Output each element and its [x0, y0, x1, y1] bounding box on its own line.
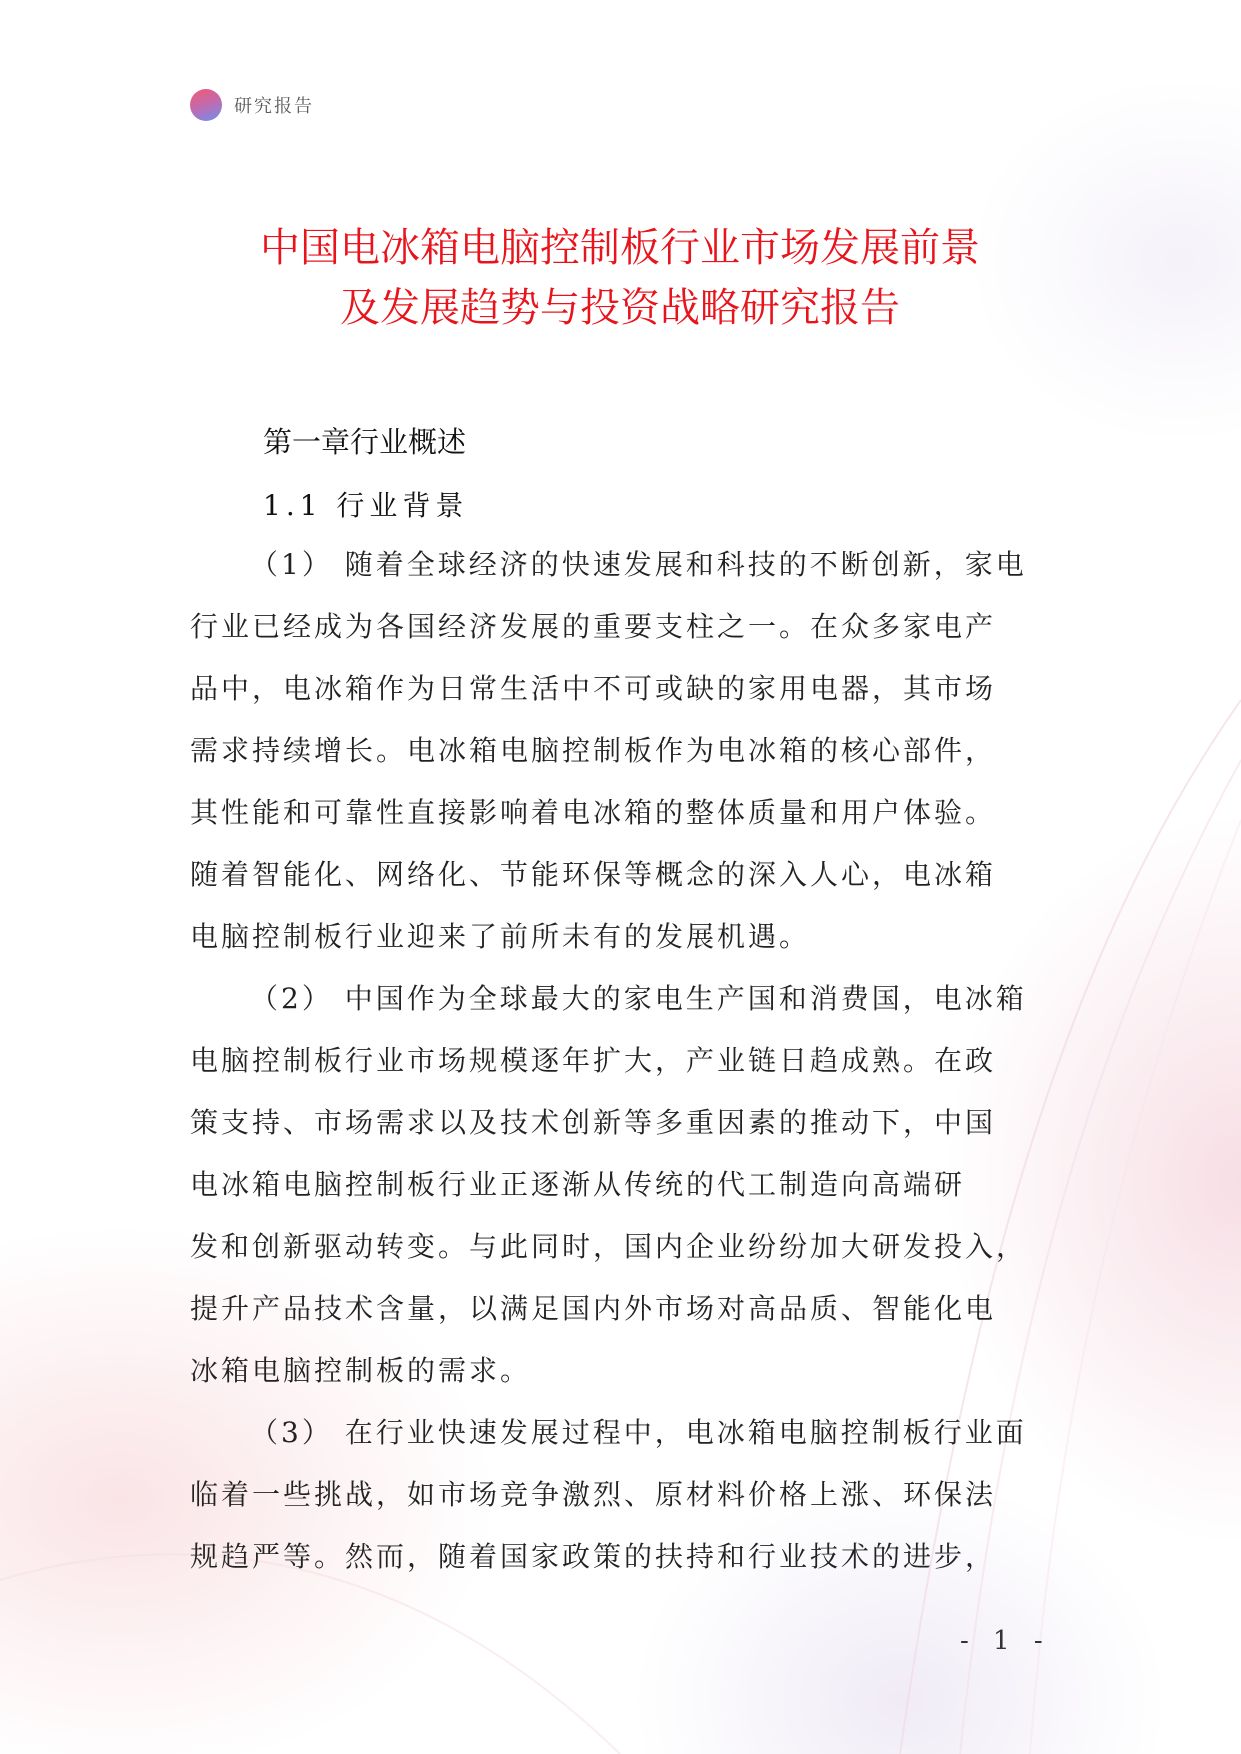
text-line: 冰箱电脑控制板的需求。 — [190, 1354, 532, 1387]
paragraph-1 — [190, 534, 1050, 968]
text-line: （2） 中国作为全球最大的家电生产国和消费国，电冰箱 — [250, 982, 1027, 1015]
text-line: 电脑控制板行业迎来了前所未有的发展机遇。 — [190, 920, 811, 953]
text-line: 随着智能化、网络化、节能环保等概念的深入人心，电冰箱 — [190, 858, 997, 891]
text-line: 电脑控制板行业市场规模逐年扩大，产业链日趋成熟。在政 — [190, 1044, 997, 1077]
text-line: 提升产品技术含量，以满足国内外市场对高品质、智能化电 — [190, 1292, 997, 1325]
header-label: 研究报告 — [234, 96, 314, 117]
text-line: 策支持、市场需求以及技术创新等多重因素的推动下，中国 — [190, 1106, 997, 1139]
text-line: 其性能和可靠性直接影响着电冰箱的整体质量和用户体验。 — [190, 796, 997, 829]
paragraph-3 — [190, 1402, 1050, 1588]
text-line: 电冰箱电脑控制板行业正逐渐从传统的代工制造向高端研 — [190, 1168, 966, 1201]
text-line: 品中，电冰箱作为日常生活中不可或缺的家用电器，其市场 — [190, 672, 997, 705]
title-line: 中国电冰箱电脑控制板行业市场发展前景 — [260, 225, 980, 271]
text-line: 临着一些挑战，如市场竞争激烈、原材料价格上涨、环保法 — [190, 1478, 997, 1511]
text-line: 需求持续增长。电冰箱电脑控制板作为电冰箱的核心部件， — [190, 734, 997, 767]
page-number: - 1 - — [960, 1626, 1051, 1656]
section-heading: 1.1 行业背景 — [263, 489, 469, 522]
text-line: 规趋严等。然而，随着国家政策的扶持和行业技术的进步， — [190, 1540, 997, 1573]
report-logo-icon — [190, 89, 222, 121]
document-title — [120, 218, 1120, 338]
text-line: 发和创新驱动转变。与此同时，国内企业纷纷加大研发投入， — [190, 1230, 1028, 1263]
paragraph-2 — [190, 968, 1050, 1402]
chapter-heading: 第一章行业概述 — [263, 425, 467, 459]
report-header — [190, 89, 314, 121]
text-line: 行业已经成为各国经济发展的重要支柱之一。在众多家电产 — [190, 610, 997, 643]
title-line: 及发展趋势与投资战略研究报告 — [340, 285, 900, 331]
text-line: （1） 随着全球经济的快速发展和科技的不断创新，家电 — [250, 548, 1027, 581]
text-line: （3） 在行业快速发展过程中，电冰箱电脑控制板行业面 — [250, 1416, 1027, 1449]
